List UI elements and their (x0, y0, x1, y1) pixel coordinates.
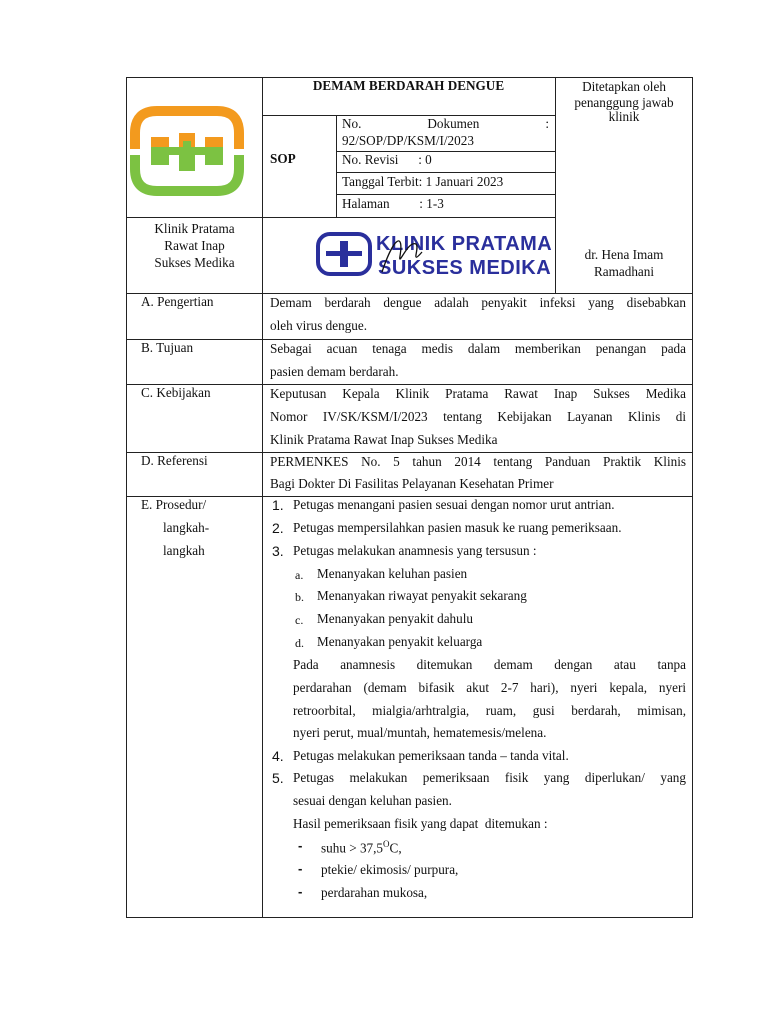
clinic-name-line-2: Rawat Inap (164, 238, 225, 253)
approved-by-line-1: Ditetapkan oleh (582, 79, 666, 94)
section-e-label-line-1: E. Prosedur/ (141, 497, 207, 512)
step-4-number: 4. (272, 748, 284, 764)
approved-by (556, 79, 692, 123)
svg-text:KLINIK PRATAMA: KLINIK PRATAMA (376, 233, 553, 255)
clinic-stamp (312, 226, 553, 282)
step-4-text: Petugas melakukan pemeriksaan tanda – tanda vital. (293, 748, 569, 763)
anamnesis-line-1: Pada anamnesis ditemukan demam dengan atau tanpa (293, 657, 686, 672)
finding-2-text: ptekie/ ekimosis/ purpura, (321, 862, 459, 877)
step-3-number: 3. (272, 543, 284, 559)
section-b-line-2: pasien demam berdarah. (270, 364, 399, 379)
finding-1-sup: O (383, 839, 390, 849)
finding-1-main: suhu > 37,5 (321, 840, 384, 856)
anamnesis-line-4: nyeri perut, mual/muntah, hematemesis/melena. (293, 725, 547, 740)
sub-item-a-letter: a. (295, 568, 304, 582)
findings-intro: Hasil pemeriksaan fisik yang dapat ditemukan : (293, 816, 548, 831)
clinic-name (127, 220, 262, 271)
approved-by-line-3: klinik (608, 109, 640, 124)
sub-item-b-text: Menanyakan riwayat penyakit sekarang (317, 588, 527, 603)
section-d-line-2: Bagi Dokter Di Fasilitas Pelayanan Kesehatan Primer (270, 476, 554, 491)
finding-3-bullet: - (298, 884, 303, 899)
step-2-text: Petugas mempersilahkan pasien masuk ke ruang pemeriksaan. (293, 520, 622, 535)
section-d-line-1: PERMENKES No. 5 tahun 2014 tentang Panduan Praktik Klinis (270, 454, 686, 469)
sub-item-c-text: Menanyakan penyakit dahulu (317, 611, 474, 626)
anamnesis-line-3: retroorbital, mialgia/arhtralgia, ruam, gusi berdarah, mimisan, (293, 703, 686, 718)
section-c-line-2: Nomor IV/SK/KSM/I/2023 tentang Kebijakan Layanan Klinis di (270, 409, 686, 424)
finding-3-text: perdarahan mukosa, (321, 885, 428, 900)
section-a-line-1: Demam berdarah dengue adalah penyakit infeksi yang disebabkan (270, 295, 686, 310)
sop-label: SOP (270, 151, 296, 166)
finding-2-bullet: - (298, 861, 303, 876)
revision-number: No. Revisi : 0 (342, 152, 432, 167)
finding-1-suffix: C, (389, 840, 402, 856)
section-e-label-line-2: langkah- (163, 520, 210, 535)
sub-item-a-text: Menanyakan keluhan pasien (317, 566, 468, 581)
doc-number-label (342, 116, 549, 132)
section-c-line-3: Klinik Pratama Rawat Inap Sukses Medika (270, 432, 498, 447)
section-a-line-2: oleh virus dengue. (270, 318, 368, 333)
document-title: DEMAM BERDARAH DENGUE (312, 78, 505, 93)
step-3-text: Petugas melakukan anamnesis yang tersusun : (293, 543, 537, 558)
step-1-number: 1. (272, 497, 284, 513)
doc-number-word-3: : (545, 116, 549, 131)
step-5-line-2: sesuai dengan keluhan pasien. (293, 793, 452, 808)
section-c-line-1: Keputusan Kepala Klinik Pratama Rawat Inap Sukses Medika (270, 386, 686, 401)
signer-line-1: dr. Hena Imam (584, 247, 664, 262)
signer-name (556, 246, 692, 280)
anamnesis-line-2: perdarahan (demam bifasik akut 2-7 hari), nyeri kepala, nyeri (293, 680, 686, 695)
doc-number-word-1: No. (342, 116, 362, 131)
step-2-number: 2. (272, 520, 284, 536)
section-d-label: D. Referensi (141, 453, 208, 468)
svg-text:SUKSES MEDIKA: SUKSES MEDIKA (378, 257, 552, 279)
sub-item-b-letter: b. (295, 590, 304, 604)
sub-item-d-text: Menanyakan penyakit keluarga (317, 634, 483, 649)
sub-item-d-letter: d. (295, 636, 304, 650)
section-e-label-line-3: langkah (163, 543, 205, 558)
step-1-text: Petugas menangani pasien sesuai dengan nomor urut antrian. (293, 497, 615, 512)
step-5-number: 5. (272, 770, 284, 786)
finding-1-text (321, 839, 402, 856)
clinic-name-line-3: Sukses Medika (154, 255, 235, 270)
finding-1-bullet: - (298, 838, 303, 853)
section-a-label: A. Pengertian (141, 294, 214, 309)
sub-item-c-letter: c. (295, 613, 304, 627)
clinic-name-line-1: Klinik Pratama (154, 221, 235, 236)
approved-by-line-2: penanggung jawab (574, 95, 674, 110)
section-b-line-1: Sebagai acuan tenaga medis dalam memberikan penangan pada (270, 341, 686, 356)
step-5-line-1: Petugas melakukan pemeriksaan fisik yang diperlukan/ yang (293, 770, 686, 785)
section-b-label: B. Tujuan (141, 340, 194, 355)
doc-number-word-2: Dokumen (427, 116, 480, 131)
doc-number-value: 92/SOP/DP/KSM/I/2023 (342, 133, 474, 148)
signer-line-2: Ramadhani (593, 264, 655, 279)
section-c-label: C. Kebijakan (141, 385, 211, 400)
issue-date: Tanggal Terbit: 1 Januari 2023 (342, 174, 504, 189)
page-count: Halaman : 1-3 (342, 196, 444, 211)
clinic-logo (129, 103, 245, 197)
